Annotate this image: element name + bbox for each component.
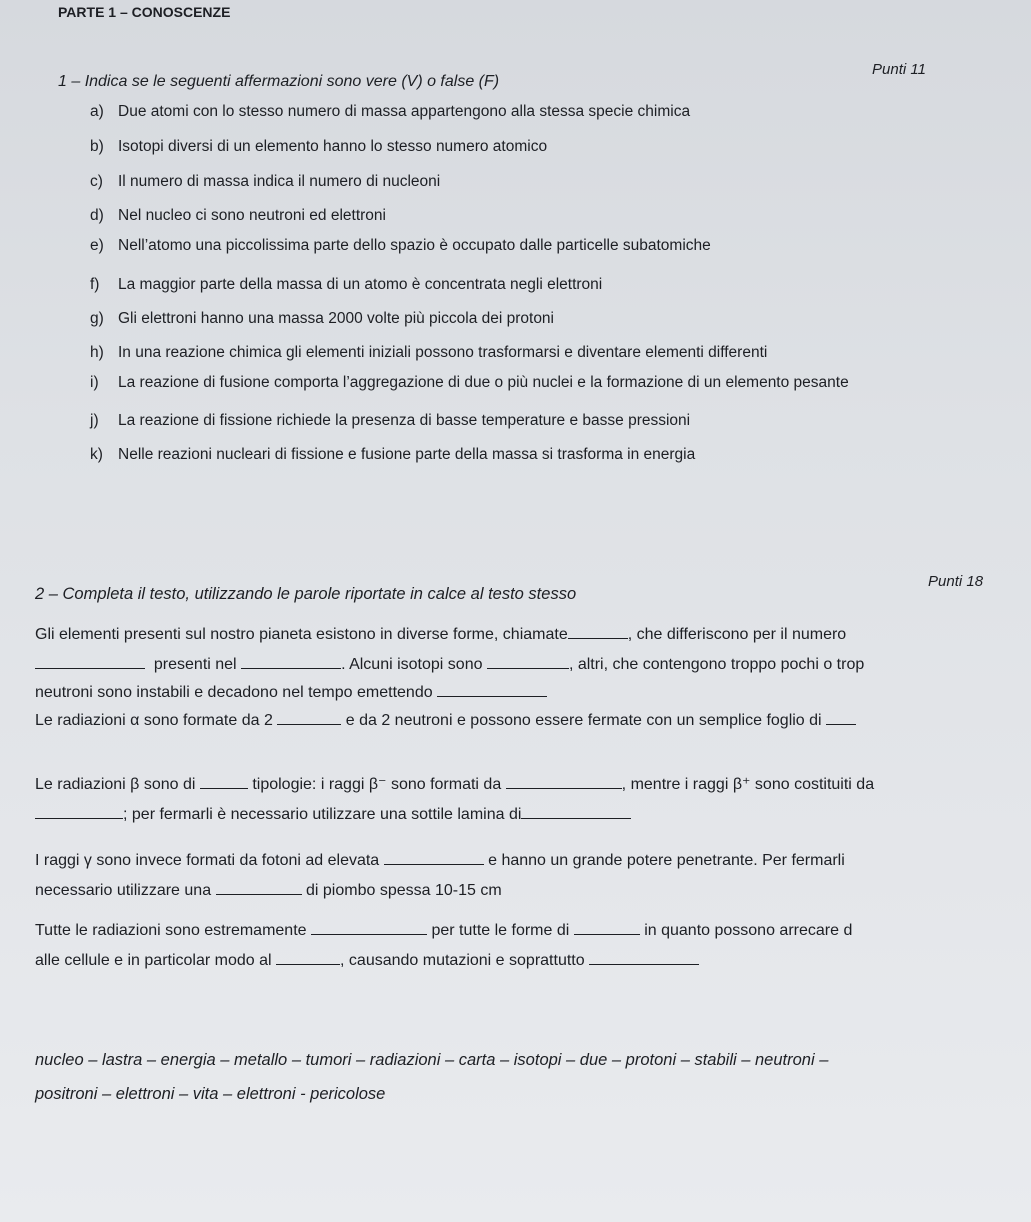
answer-blank[interactable] bbox=[35, 654, 145, 669]
text-fragment: . Alcuni isotopi sono bbox=[341, 656, 483, 673]
answer-blank[interactable] bbox=[487, 654, 569, 669]
text-fragment: e da 2 neutroni e possono essere fermate con un semplice foglio di bbox=[345, 712, 822, 729]
statement-text: In una reazione chimica gli elementi iniziali possono trasformarsi e diventare elementi differenti bbox=[118, 344, 768, 361]
text-fragment: e hanno un grande potere penetrante. Per fermarli bbox=[488, 852, 845, 869]
text-line-7 bbox=[35, 850, 845, 871]
text-fragment: neutroni sono instabili e decadono nel tempo emettendo bbox=[35, 684, 433, 701]
statement-text: Nell’atomo una piccolissima parte dello spazio è occupato dalle particelle subatomiche bbox=[118, 237, 711, 254]
statement-j bbox=[90, 411, 690, 431]
answer-blank[interactable] bbox=[574, 920, 640, 935]
answer-blank[interactable] bbox=[437, 682, 547, 697]
statement-text: Il numero di massa indica il numero di nucleoni bbox=[118, 173, 441, 190]
text-fragment: , altri, che contengono troppo pochi o trop bbox=[568, 656, 865, 673]
statement-text: La reazione di fissione richiede la presenza di basse temperature e basse pressioni bbox=[118, 412, 691, 429]
text-line-9 bbox=[35, 920, 852, 941]
answer-blank[interactable] bbox=[384, 850, 484, 865]
text-fragment: necessario utilizzare una bbox=[35, 882, 212, 899]
answer-blank[interactable] bbox=[35, 804, 123, 819]
text-fragment: di piombo spessa 10-15 cm bbox=[306, 882, 502, 899]
statement-text: Isotopi diversi di un elemento hanno lo stesso numero atomico bbox=[118, 138, 548, 155]
text-fragment: ; per fermarli è necessario utilizzare una sottile lamina di bbox=[123, 806, 522, 823]
text-line-10 bbox=[35, 950, 699, 971]
statement-d bbox=[90, 206, 386, 226]
answer-blank[interactable] bbox=[200, 774, 248, 789]
statement-label: b) bbox=[90, 138, 104, 155]
statement-label: e) bbox=[90, 237, 104, 254]
text-fragment: Gli elementi presenti sul nostro pianeta esistono in diverse forme, chiamate bbox=[35, 626, 568, 643]
section1-title: 1 – Indica se le seguenti affermazioni sono vere (V) o false (F) bbox=[58, 73, 500, 90]
statement-label: d) bbox=[90, 207, 104, 224]
answer-blank[interactable] bbox=[216, 880, 302, 895]
statement-e bbox=[90, 236, 711, 256]
answer-blank[interactable] bbox=[241, 654, 341, 669]
statement-c bbox=[90, 172, 440, 192]
statement-f bbox=[90, 275, 602, 295]
answer-blank[interactable] bbox=[311, 920, 427, 935]
statement-b bbox=[90, 137, 547, 157]
text-fragment: in quanto possono arrecare d bbox=[644, 922, 853, 939]
statement-a bbox=[90, 102, 690, 122]
answer-blank[interactable] bbox=[277, 710, 341, 725]
statement-text: Nelle reazioni nucleari di fissione e fusione parte della massa si trasforma in energia bbox=[118, 446, 696, 463]
text-fragment: , che differiscono per il numero bbox=[627, 626, 847, 643]
text-fragment: , causando mutazioni e soprattutto bbox=[340, 952, 585, 969]
text-fragment: tipologie: i raggi β⁻ sono formati da bbox=[252, 776, 502, 793]
section2-points: Punti 18 bbox=[928, 573, 984, 590]
text-fragment: Le radiazioni β sono di bbox=[35, 776, 196, 793]
text-fragment: Tutte le radiazioni sono estremamente bbox=[35, 922, 307, 939]
section1-points: Punti 11 bbox=[872, 61, 926, 78]
text-fragment: , mentre i raggi β⁺ sono costituiti da bbox=[621, 776, 875, 793]
section2-title: 2 – Completa il testo, utilizzando le parole riportate in calce al testo stesso bbox=[35, 585, 577, 603]
statement-label: k) bbox=[90, 446, 103, 463]
statement-label: f) bbox=[90, 276, 100, 293]
page-heading: PARTE 1 – CONOSCENZE bbox=[58, 4, 231, 20]
text-line-4 bbox=[35, 710, 856, 731]
statement-text: La maggior parte della massa di un atomo è concentrata negli elettroni bbox=[118, 276, 603, 293]
statement-h bbox=[90, 343, 767, 363]
statement-label: a) bbox=[90, 103, 104, 120]
statement-label: i) bbox=[90, 374, 99, 391]
statement-text: Due atomi con lo stesso numero di massa appartengono alla stessa specie chimica bbox=[118, 103, 691, 120]
statement-text: Gli elettroni hanno una massa 2000 volte più piccola dei protoni bbox=[118, 310, 554, 327]
answer-blank[interactable] bbox=[276, 950, 340, 965]
answer-blank[interactable] bbox=[568, 624, 628, 639]
text-fragment: Le radiazioni α sono formate da 2 bbox=[35, 712, 273, 729]
statement-label: c) bbox=[90, 173, 103, 190]
answer-blank[interactable] bbox=[521, 804, 631, 819]
word-bank-line-2: positroni – elettroni – vita – elettroni - pericolose bbox=[35, 1085, 386, 1103]
text-fragment: alle cellule e in particolar modo al bbox=[35, 952, 272, 969]
text-line-8 bbox=[35, 880, 502, 901]
statement-i bbox=[90, 373, 849, 393]
statement-g bbox=[90, 309, 554, 329]
text-fragment: presenti nel bbox=[153, 656, 237, 673]
text-line-2 bbox=[35, 654, 864, 675]
text-line-3 bbox=[35, 682, 547, 703]
text-line-1 bbox=[35, 624, 846, 645]
answer-blank[interactable] bbox=[589, 950, 699, 965]
statement-label: j) bbox=[90, 412, 99, 429]
statement-label: g) bbox=[90, 310, 104, 327]
statement-text: La reazione di fusione comporta l’aggregazione di due o più nuclei e la formazione di un elemento pesante bbox=[118, 374, 849, 391]
text-line-6 bbox=[35, 804, 631, 825]
text-line-5 bbox=[35, 774, 874, 795]
text-fragment: I raggi γ sono invece formati da fotoni ad elevata bbox=[35, 852, 380, 869]
statement-text: Nel nucleo ci sono neutroni ed elettroni bbox=[118, 207, 386, 224]
answer-blank[interactable] bbox=[826, 710, 856, 725]
statement-label: h) bbox=[90, 344, 104, 361]
statement-k bbox=[90, 445, 695, 465]
text-fragment: per tutte le forme di bbox=[431, 922, 570, 939]
answer-blank[interactable] bbox=[506, 774, 622, 789]
word-bank-line-1: nucleo – lastra – energia – metallo – tumori – radiazioni – carta – isotopi – due – protoni – stabili – neutroni – bbox=[35, 1051, 829, 1069]
